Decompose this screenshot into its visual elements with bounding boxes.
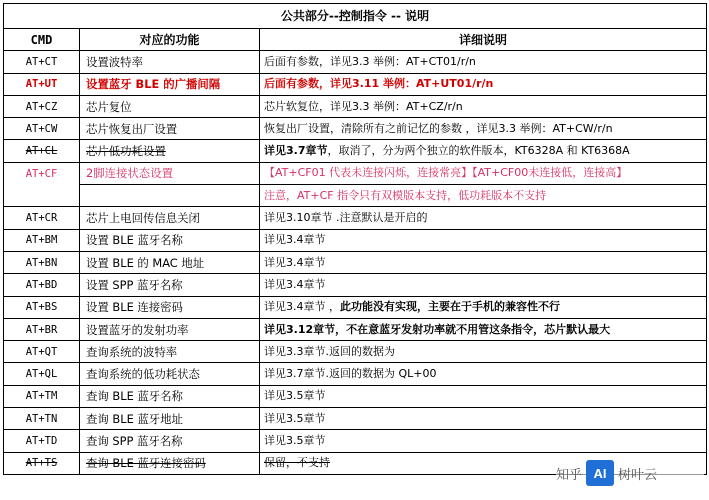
cmd-cell: AT+CR: [4, 207, 80, 229]
cmd-cell: AT+TS: [4, 452, 80, 474]
detail-cell: 详见3.3章节.返回的数据为: [260, 341, 707, 363]
table-row: [4, 118, 707, 140]
detail-cell: 详见3.7章节.返回的数据为 QL+00: [260, 363, 707, 385]
func-cell: 查询 BLE 蓝牙名称: [80, 385, 260, 407]
header-row: [4, 29, 707, 51]
func-cell: 设置蓝牙 BLE 的广播间隔: [80, 73, 260, 95]
detail-cell: [260, 296, 707, 318]
func-cell: 查询 BLE 蓝牙地址: [80, 408, 260, 430]
watermark-zhihu-text: 知乎: [556, 467, 583, 483]
cmd-cell: AT+TD: [4, 430, 80, 452]
func-cell: 芯片复位: [80, 95, 260, 117]
table-row: [4, 385, 707, 407]
table-row: [4, 140, 707, 162]
table-row: [4, 73, 707, 95]
table-row: [4, 296, 707, 318]
cmd-cell: AT+CT: [4, 51, 80, 73]
detail-bold-part: 详见3.7章节: [264, 144, 328, 158]
func-cell: 设置 BLE 蓝牙名称: [80, 229, 260, 251]
detail-cell: [260, 140, 707, 162]
detail-plain-part: 详见3.4章节 ，: [264, 300, 340, 314]
func-cell: 芯片上电回传信息关闭: [80, 207, 260, 229]
func-cell: 设置波特率: [80, 51, 260, 73]
detail-bold-part: 此功能没有实现，主要在于手机的兼容性不行: [340, 300, 560, 314]
table-row: [4, 51, 707, 73]
cmd-cell: AT+BR: [4, 318, 80, 340]
header-cmd: CMD: [4, 29, 80, 51]
watermark-brand-text: 树叶云: [618, 467, 658, 483]
detail-cell: 恢复出厂设置，清除所有之前记忆的参数 ，详见3.3 举例：AT+CW/r/n: [260, 118, 707, 140]
func-cell: 查询 SPP 蓝牙名称: [80, 430, 260, 452]
detail-cell: 后面有参数，详见3.11 举例：AT+UT01/r/n: [260, 73, 707, 95]
table-row: [4, 251, 707, 273]
table-row: [4, 207, 707, 229]
func-cell: 查询系统的波特率: [80, 341, 260, 363]
func-cell: 2脚连接状态设置: [80, 162, 260, 184]
cmd-cell: AT+CL: [4, 140, 80, 162]
detail-cell: 详见3.4章节: [260, 274, 707, 296]
func-cell: 设置 SPP 蓝牙名称: [80, 274, 260, 296]
detail-cell: 芯片软复位，详见3.3 举例：AT+CZ/r/n: [260, 95, 707, 117]
func-cell: 查询 BLE 蓝牙连接密码: [80, 452, 260, 474]
table-row: [4, 185, 707, 207]
detail-rest-part: ，取消了，分为两个独立的软件版本，KT6328A 和 KT6368A: [327, 144, 630, 158]
cmd-cell: AT+BD: [4, 274, 80, 296]
table-row: [4, 363, 707, 385]
detail-cell: 【AT+CF01 代表未连接闪烁，连接常亮】【AT+CF00未连接低，连接高】: [260, 162, 707, 184]
watermark: [556, 454, 704, 492]
func-cell: 芯片恢复出厂设置: [80, 118, 260, 140]
cmd-cell: AT+BM: [4, 229, 80, 251]
table-row: [4, 95, 707, 117]
detail-cell: 详见3.4章节: [260, 251, 707, 273]
cmd-cell: AT+CF: [4, 162, 80, 207]
cmd-cell: AT+QT: [4, 341, 80, 363]
func-cell: 设置蓝牙的发射功率: [80, 318, 260, 340]
cmd-cell: AT+BS: [4, 296, 80, 318]
detail-cell: 详见3.10章节 .注意默认是开启的: [260, 207, 707, 229]
table-row: [4, 408, 707, 430]
table-row: [4, 341, 707, 363]
detail-cell: 详见3.5章节: [260, 408, 707, 430]
func-cell: 设置 BLE 的 MAC 地址: [80, 251, 260, 273]
detail-cell: 详见3.5章节: [260, 385, 707, 407]
cmd-cell: AT+TN: [4, 408, 80, 430]
detail-cell: 保留，不支持: [260, 452, 707, 474]
table-row: [4, 162, 707, 184]
table-row: [4, 430, 707, 452]
table-title-row: [4, 4, 707, 29]
func-cell: 查询系统的低功耗状态: [80, 363, 260, 385]
watermark-logo: AI: [586, 460, 614, 486]
cmd-cell: AT+TM: [4, 385, 80, 407]
header-func: 对应的功能: [80, 29, 260, 51]
cmd-cell: AT+UT: [4, 73, 80, 95]
table-title: 公共部分--控制指令 -- 说明: [4, 4, 707, 29]
header-detail: 详细说明: [260, 29, 707, 51]
detail-cell: 详见3.4章节: [260, 229, 707, 251]
table-row: [4, 318, 707, 340]
cmd-cell: AT+BN: [4, 251, 80, 273]
func-cell-empty: [80, 185, 260, 207]
cmd-cell: AT+CW: [4, 118, 80, 140]
detail-cell: 详见3.12章节，不在意蓝牙发射功率就不用管这条指令，芯片默认最大: [260, 318, 707, 340]
detail-cell: 详见3.5章节: [260, 430, 707, 452]
detail-cell: 后面有参数，详见3.3 举例：AT+CT01/r/n: [260, 51, 707, 73]
func-cell: 芯片低功耗设置: [80, 140, 260, 162]
cmd-cell: AT+CZ: [4, 95, 80, 117]
detail-cell-note: 注意，AT+CF 指令只有双模版本支持，低功耗版本不支持: [260, 185, 707, 207]
command-table: [3, 3, 707, 475]
table-row: [4, 229, 707, 251]
cmd-cell: AT+QL: [4, 363, 80, 385]
func-cell: 设置 BLE 连接密码: [80, 296, 260, 318]
table-row: [4, 274, 707, 296]
